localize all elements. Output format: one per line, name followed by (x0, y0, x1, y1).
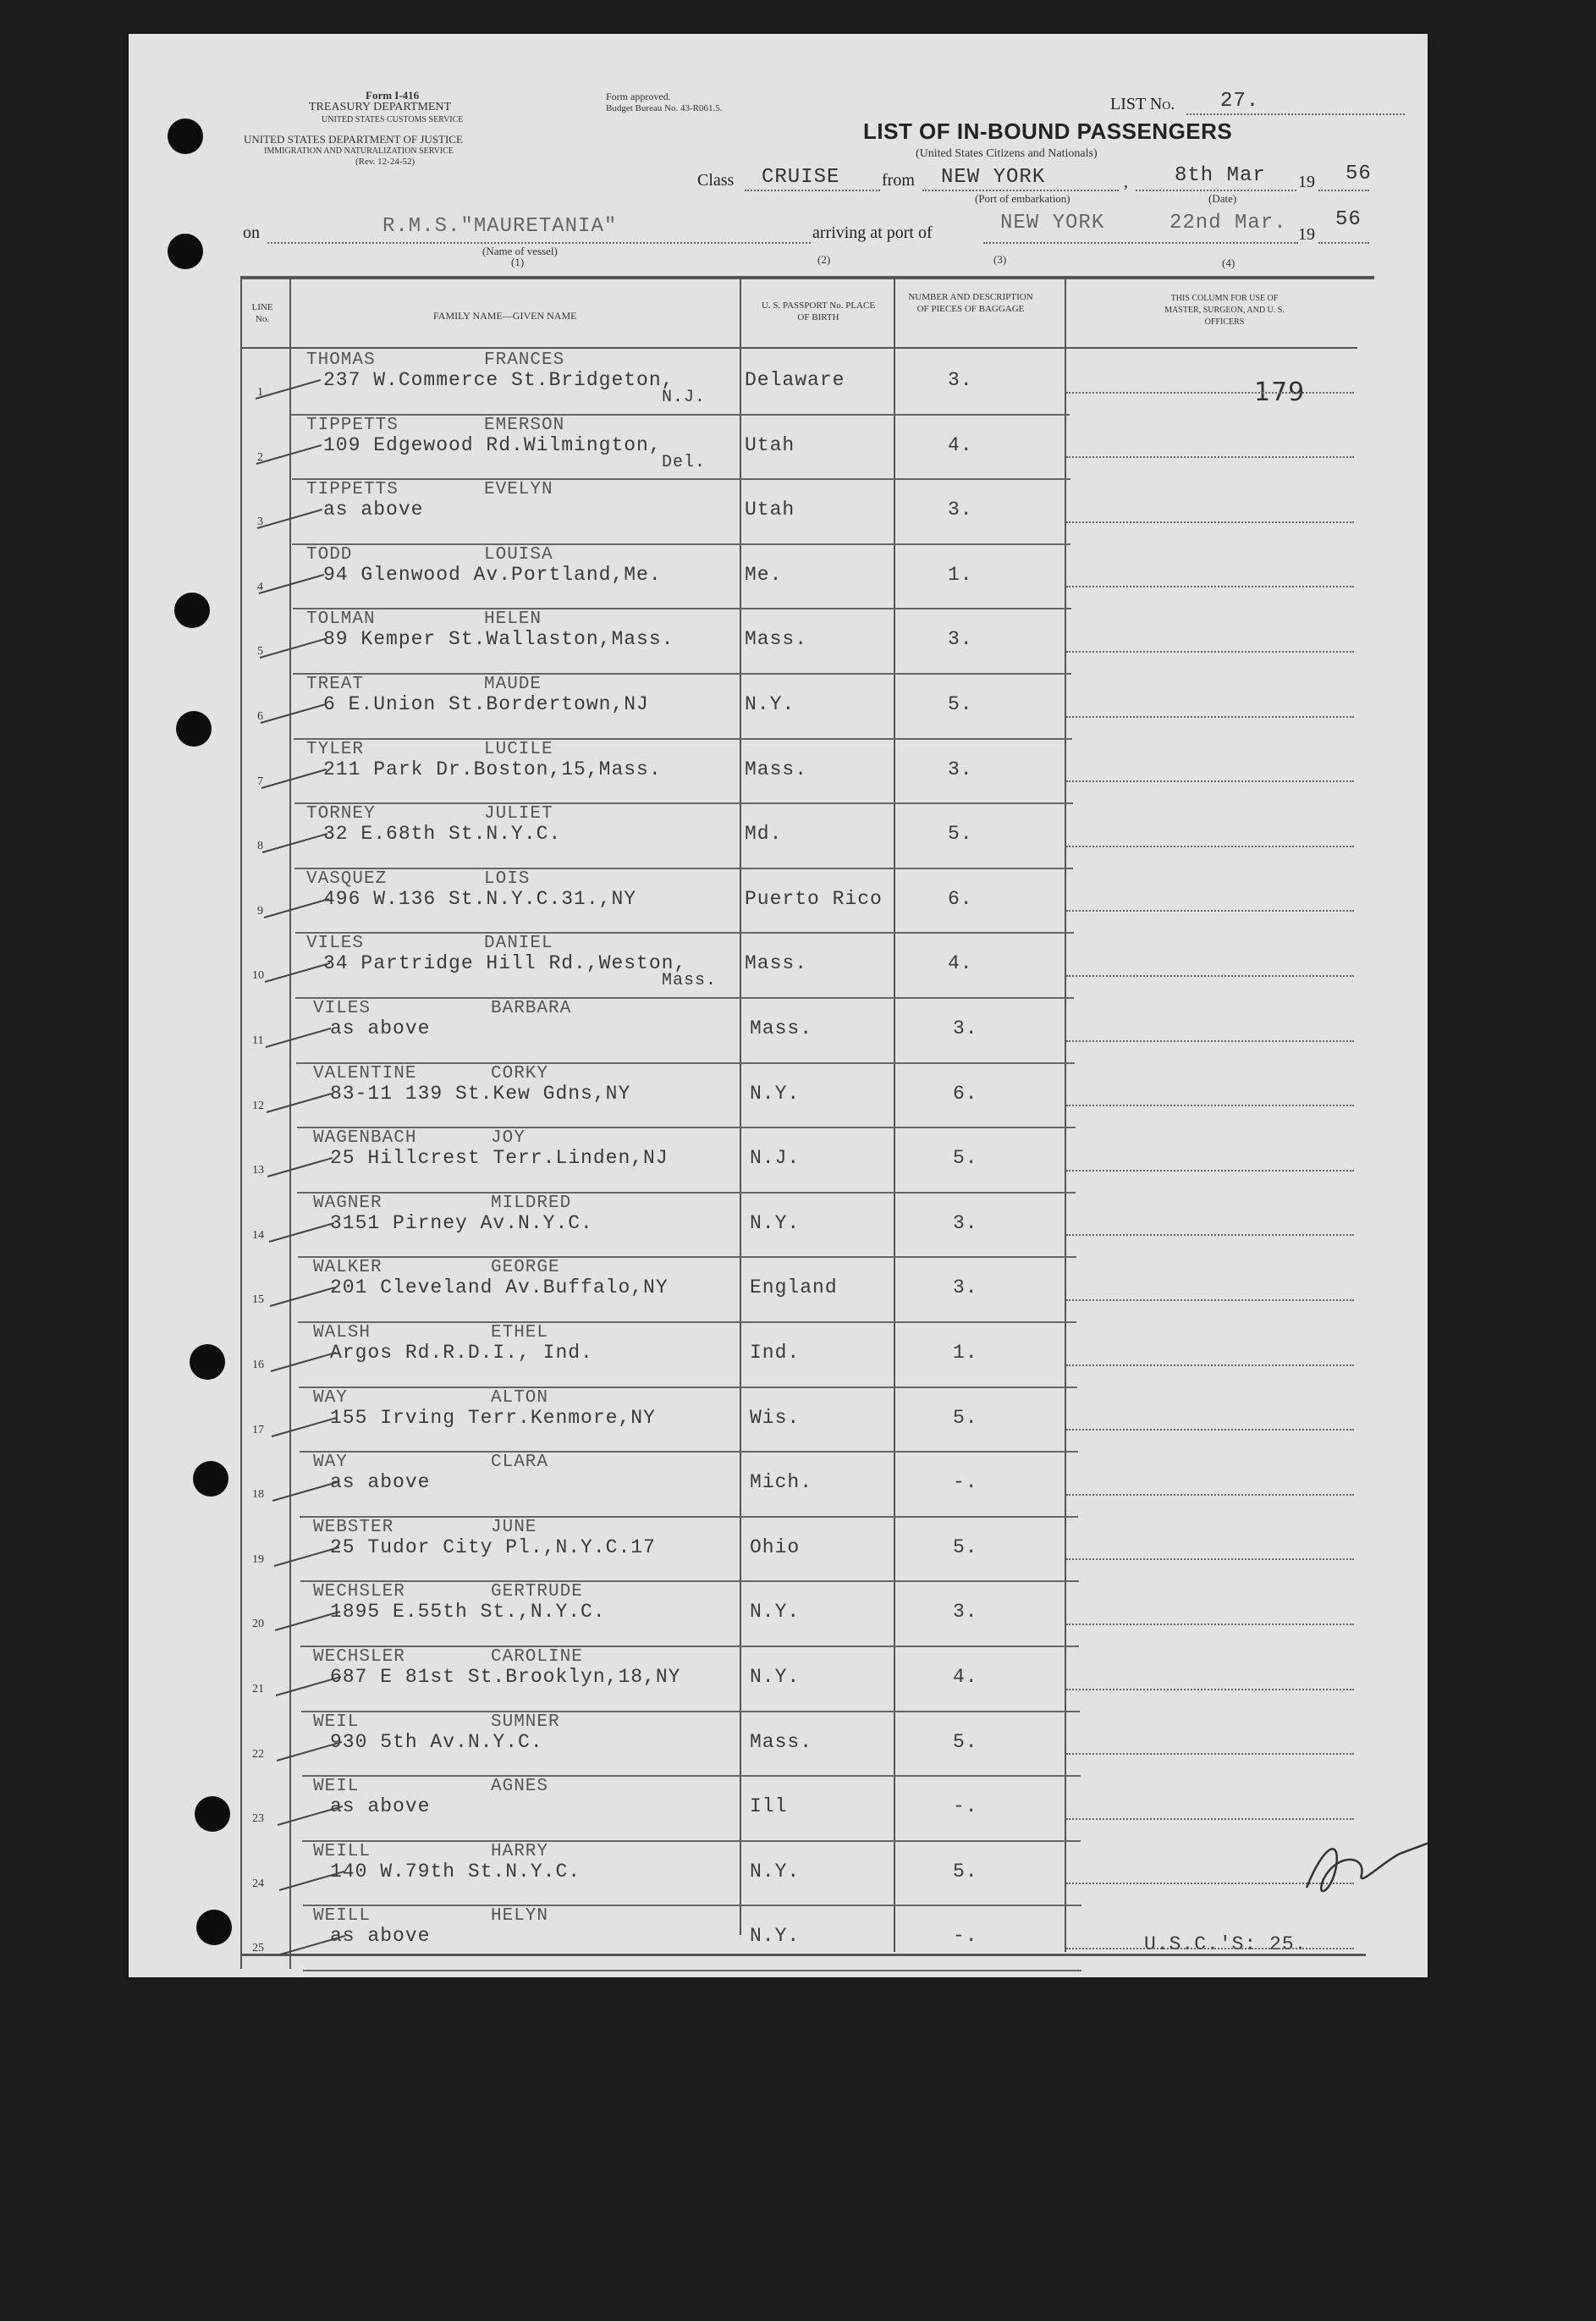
line-number: 4 (257, 580, 263, 593)
check-mark (263, 898, 328, 918)
row-dotted-rule (1066, 1818, 1354, 1820)
col-divider (289, 276, 291, 1969)
place-of-birth: Ill (750, 1795, 788, 1818)
given-name: FRANCES (484, 350, 565, 370)
family-name: WAGENBACH (313, 1128, 417, 1149)
row-dotted-rule (1066, 1364, 1354, 1366)
family-name: VILES (306, 934, 365, 954)
address: 237 W.Commerce St.Bridgeton, (323, 369, 674, 391)
address: as above (330, 1795, 431, 1818)
address: 930 5th Av.N.Y.C. (330, 1730, 543, 1753)
line-number: 10 (252, 969, 264, 983)
place-of-birth: Mass. (750, 1017, 813, 1039)
given-name: LOIS (484, 868, 531, 889)
place-of-birth: N.Y. (750, 1082, 801, 1105)
date-caption: (Date) (1208, 192, 1237, 205)
col-header-name: FAMILY NAME—GIVEN NAME (433, 310, 577, 322)
address: 34 Partridge Hill Rd.,Weston, (323, 952, 687, 975)
place-of-birth: Ohio (750, 1535, 801, 1558)
arrival-date: 22nd Mar. (1169, 212, 1287, 234)
line-number: 1 (257, 386, 263, 399)
place-of-birth: Utah (745, 499, 795, 521)
family-name: TIPPETTS (306, 480, 399, 500)
ins-service: IMMIGRATION AND NATURALIZATION SERVICE (264, 146, 454, 156)
address: as above (330, 1925, 431, 1948)
given-name: AGNES (491, 1777, 549, 1797)
given-name: EMERSON (484, 415, 565, 435)
row-dotted-rule (1066, 910, 1354, 912)
baggage-count: 5. (953, 1535, 978, 1558)
header-bottom-rule (240, 347, 1357, 349)
place-of-birth: N.J. (750, 1147, 801, 1170)
embark-port: NEW YORK (941, 166, 1046, 189)
row-rule (300, 1646, 1079, 1647)
place-of-birth: England (750, 1276, 838, 1299)
row-rule (298, 1321, 1076, 1323)
baggage-count: 3. (948, 499, 973, 521)
check-mark (271, 1352, 336, 1372)
caption-4: (4) (1222, 256, 1236, 269)
arriving-label: arriving at port of (812, 223, 933, 242)
list-no-label: LIST No. (1110, 95, 1175, 113)
given-name: HELYN (491, 1906, 549, 1927)
customs-service: UNITED STATES CUSTOMS SERVICE (322, 115, 464, 124)
given-name: LUCILE (484, 739, 553, 759)
col-divider (240, 276, 242, 1969)
address-cont: Mass. (662, 971, 718, 991)
check-mark (261, 703, 326, 724)
page-title: LIST OF IN-BOUND PASSENGERS (863, 119, 1233, 144)
given-name: ALTON (491, 1387, 549, 1408)
place-of-birth: Mich. (750, 1471, 813, 1494)
given-name: JULIET (484, 804, 553, 824)
punch-hole (176, 711, 212, 747)
officer-note: 179 (1254, 378, 1306, 407)
line-number: 24 (252, 1877, 264, 1890)
row-dotted-rule (1066, 780, 1354, 782)
row-rule (292, 478, 1070, 480)
given-name: HELEN (484, 609, 542, 630)
col-header-officers: THIS COLUMN FOR USE OF MASTER, SURGEON, AND U. S. OFFICERS (1164, 294, 1285, 327)
place-of-birth: Utah (745, 433, 795, 456)
address: 211 Park Dr.Boston,15,Mass. (323, 758, 662, 780)
line-number: 2 (257, 450, 263, 464)
family-name: TODD (306, 544, 353, 565)
line-number: 16 (252, 1359, 264, 1371)
baggage-count: 5. (953, 1860, 978, 1883)
vessel-name: R.M.S."MAURETANIA" (382, 215, 618, 238)
given-name: DANIEL (484, 934, 553, 954)
place-of-birth: Wis. (750, 1406, 801, 1429)
form-approved: Form approved. (606, 91, 671, 102)
row-rule (292, 543, 1070, 545)
row-dotted-rule (1066, 651, 1354, 653)
justice-dept: UNITED STATES DEPARTMENT OF JUSTICE (244, 133, 463, 146)
row-rule (298, 1256, 1076, 1258)
address: 140 W.79th St.N.Y.C. (330, 1860, 581, 1883)
given-name: JOY (491, 1128, 526, 1149)
row-dotted-rule (1066, 1948, 1354, 1949)
address: as above (330, 1471, 431, 1494)
row-dotted-rule (1066, 1040, 1354, 1042)
baggage-count: 4. (948, 433, 973, 456)
place-of-birth: N.Y. (745, 693, 795, 715)
punch-hole (196, 1910, 232, 1945)
caption-1: (1) (511, 256, 525, 268)
line-number: 17 (252, 1423, 264, 1436)
address: 109 Edgewood Rd.Wilmington, (323, 433, 662, 456)
check-mark (272, 1481, 338, 1502)
line-number: 13 (252, 1164, 264, 1177)
row-dotted-rule (1066, 1105, 1354, 1106)
row-rule (302, 1840, 1081, 1842)
address: 6 E.Union St.Bordertown,NJ (323, 693, 649, 715)
family-name: WEILL (313, 1841, 371, 1861)
address: 155 Irving Terr.Kenmore,NY (330, 1406, 656, 1429)
class-label: Class (697, 171, 735, 190)
row-rule (297, 1192, 1076, 1194)
row-dotted-rule (1066, 1689, 1354, 1690)
line-number: 25 (252, 1942, 264, 1955)
row-rule (303, 1970, 1081, 1971)
family-name: WECHSLER (313, 1582, 405, 1602)
family-name: WEIL (313, 1777, 360, 1797)
row-dotted-rule (1066, 1558, 1354, 1560)
check-mark (261, 769, 327, 789)
place-of-birth: Puerto Rico (745, 887, 883, 910)
check-mark (258, 574, 323, 594)
check-mark (270, 1287, 335, 1307)
baggage-count: 3. (953, 1017, 978, 1039)
row-rule (295, 997, 1074, 999)
baggage-count: 4. (953, 1666, 978, 1688)
embark-caption: (Port of embarkation) (975, 192, 1070, 205)
row-rule (302, 1775, 1081, 1777)
col-divider (1065, 276, 1066, 1952)
place-of-birth: Mass. (745, 628, 808, 651)
row-dotted-rule (1066, 716, 1354, 718)
embark-date: 8th Mar (1175, 164, 1266, 187)
year-prefix: 19 (1298, 173, 1315, 191)
family-name: TYLER (306, 739, 365, 759)
row-rule (294, 738, 1072, 740)
address-cont: Del. (662, 452, 707, 472)
baggage-count: 3. (953, 1601, 978, 1624)
caption-3: (3) (993, 253, 1007, 266)
address: 496 W.136 St.N.Y.C.31.,NY (323, 887, 637, 910)
family-name: WAY (313, 1453, 348, 1473)
line-number: 7 (257, 775, 263, 788)
check-mark (256, 379, 321, 400)
row-dotted-rule (1066, 1234, 1354, 1236)
baggage-count: 5. (953, 1406, 978, 1429)
place-of-birth: Ind. (750, 1342, 801, 1364)
given-name: GEORGE (491, 1258, 560, 1278)
row-dotted-rule (1066, 1753, 1354, 1755)
line-number: 6 (257, 710, 263, 723)
baggage-count: 4. (948, 952, 973, 975)
vessel-caption: (Name of vessel) (482, 245, 558, 257)
list-no-value: 27. (1220, 90, 1260, 113)
family-name: WEILL (313, 1906, 371, 1927)
baggage-count: 3. (953, 1276, 978, 1299)
row-rule (300, 1580, 1079, 1582)
place-of-birth: N.Y. (750, 1860, 801, 1883)
baggage-count: 5. (948, 823, 973, 846)
line-number: 19 (252, 1552, 264, 1566)
row-rule (291, 414, 1070, 416)
place-of-birth: Md. (745, 823, 783, 846)
row-rule (294, 868, 1073, 869)
check-mark (272, 1417, 337, 1437)
place-of-birth: N.Y. (750, 1211, 801, 1234)
address: 25 Hillcrest Terr.Linden,NJ (330, 1147, 669, 1170)
given-name: EVELYN (484, 480, 553, 500)
baggage-count: 3. (953, 1211, 978, 1234)
family-name: WAY (313, 1387, 348, 1408)
row-rule (301, 1711, 1080, 1712)
caption-2: (2) (817, 253, 831, 266)
family-name: WAGNER (313, 1193, 382, 1213)
place-of-birth: Mass. (745, 952, 808, 975)
line-number: 23 (252, 1812, 264, 1826)
given-name: HARRY (491, 1841, 549, 1861)
row-rule (294, 802, 1073, 804)
embark-year: 56 (1346, 163, 1372, 185)
family-name: WEBSTER (313, 1517, 394, 1537)
given-name: SUMNER (491, 1712, 560, 1732)
line-number: 8 (257, 840, 263, 853)
baggage-count: 3. (948, 758, 973, 780)
given-name: CAROLINE (491, 1647, 583, 1667)
place-of-birth: Mass. (750, 1730, 813, 1753)
row-dotted-rule (1066, 392, 1354, 394)
address: 25 Tudor City Pl.,N.Y.C.17 (330, 1535, 656, 1558)
given-name: MILDRED (491, 1193, 572, 1213)
address: 94 Glenwood Av.Portland,Me. (323, 563, 662, 586)
address: as above (323, 499, 424, 521)
family-name: TIPPETTS (306, 415, 399, 435)
on-label: on (243, 223, 260, 242)
row-dotted-rule (1066, 1170, 1354, 1172)
check-mark (268, 1222, 333, 1243)
family-name: WECHSLER (313, 1647, 405, 1667)
line-number: 21 (252, 1683, 264, 1695)
check-mark (266, 1028, 331, 1048)
arrival-port: NEW YORK (1000, 212, 1105, 234)
punch-hole (193, 1461, 228, 1497)
punch-hole (174, 593, 210, 628)
col-header-baggage: NUMBER AND DESCRIPTION OF PIECES OF BAGGAGE (908, 292, 1033, 314)
row-dotted-rule (1066, 586, 1354, 587)
row-rule (303, 1905, 1081, 1906)
baggage-count: 5. (953, 1730, 978, 1753)
arrival-year: 56 (1335, 208, 1362, 231)
row-rule (293, 673, 1071, 675)
family-name: VILES (313, 999, 371, 1018)
place-of-birth: Mass. (745, 758, 808, 780)
given-name: BARBARA (491, 999, 572, 1018)
revision: (Rev. 12-24-52) (355, 157, 416, 167)
baggage-count: 3. (948, 369, 973, 391)
check-mark (267, 1157, 333, 1177)
family-name: WEIL (313, 1712, 360, 1732)
from-label: from (882, 171, 915, 190)
address: 89 Kemper St.Wallaston,Mass. (323, 628, 674, 651)
family-name: TOLMAN (306, 609, 376, 630)
family-name: TREAT (306, 675, 365, 694)
family-name: VASQUEZ (306, 868, 388, 889)
col-header-line: LINE No. (251, 302, 273, 324)
line-number: 18 (252, 1488, 264, 1502)
given-name: CORKY (491, 1063, 549, 1083)
address: 83-11 139 St.Kew Gdns,NY (330, 1082, 631, 1105)
family-name: WALKER (313, 1258, 382, 1278)
row-dotted-rule (1066, 846, 1354, 847)
check-mark (265, 962, 330, 983)
punch-hole (195, 1796, 230, 1832)
address: 201 Cleveland Av.Buffalo,NY (330, 1276, 669, 1299)
row-rule (300, 1451, 1078, 1453)
baggage-count: 1. (948, 563, 973, 586)
family-name: VALENTINE (313, 1063, 417, 1083)
check-mark (267, 1093, 332, 1113)
manifest-page: Form I-416 TREASURY DEPARTMENT UNITED STATES CUSTOMS SERVICE UNITED STATES DEPARTMENT OF JUSTICE IMMIGRATION AND NATURALIZATION SERVICE (Rev. 12-24-52) Form approved. Budget Bureau No. 43-R061.5. LIST OF IN-BOUND PASSENGERS (United States Citizens and Nationals) LIST No. 27. Class CRUISE from NEW YORK (Port of embarkation) , 8th Mar (Date) 19 56 on R.M.S."MAURETANIA" (Name of vessel) (1) arriving at port of (2) NEW YORK (3) 22nd Mar. (4) 19 56 LINE No. FAMILY NAME—GIVEN NAME U. S. PASSPORT No. PLACE OF BIRTH NUMBER AND DESCRIPTION OF PIECES OF BAGGAGE THIS COLUMN FOR USE OF MASTER, SURGEON, AND U. S. OFFICERS 1 THOMAS FRANCES 237 W.Commerce St.Bridgeton, N.J. Delaware 3. 179 2 TIPPETTS EMERSON 109 Edgewood Rd.Wilmington, Del. Utah 4. 3 TIPPETTS EVELYN as above Utah 3. 4 TODD LOUISA 94 Glenwood Av.Portland,Me. Me. 1. 5 TOLMAN HELEN 89 Kemper St.Wallaston,Mass. Mass. 3. 6 TREAT MAUDE 6 E.Union St.Bordertown,NJ N.Y. 5. 7 TYLER LUCILE 211 Park Dr.Boston,15,Mass. Mass. 3. 8 TORNEY JULIET 32 E.68th St.N.Y.C. Md. 5. 9 VASQUEZ LOIS 496 W.136 St.N.Y.C.31.,NY Puerto Rico 6. 10 VILES DANIEL 34 Partridge Hill Rd.,Weston, Mass. Mass. 4. 11 VILES BARBARA as above Mass. 3. 12 VALENTINE CORKY 83-11 139 St.Kew Gdns,NY N.Y. 6. 13 WAGENBACH JOY 25 Hillcrest Terr.Linden,NJ N.J. 5. 14 WAGNER MILDRED 3151 Pirney Av.N.Y.C. N.Y. 3. 15 WALKER GEORGE 201 Cleveland Av.Buffalo,NY England 3. 16 WALSH ETHEL Argos Rd.R.D.I., Ind. Ind. 1. 17 WAY ALTON 155 Irving Terr.Kenmore,NY Wis. 5. 18 WAY CLARA as above Mich. -. 19 WEBSTER JUNE 25 Tudor City Pl.,N.Y.C.17 Ohio 5. 20 WECHSLER GERTRUDE 1895 E.55th St.,N.Y.C. N.Y. 3. 21 WECHSLER CAROLINE 687 E 81st St.Brooklyn,18,NY N.Y. 4. 22 WEIL SUMNER 930 5th Av.N.Y.C. Mass. 5. 23 WEIL AGNES as above Ill -. 24 WEILL HARRY 140 W.79th St.N.Y.C. N.Y. 5. 25 WEILL HELYN as above N.Y. -. U.S.C.'S: 25. (129, 34, 1428, 1977)
place-of-birth: N.Y. (750, 1666, 801, 1688)
family-name: THOMAS (306, 350, 376, 370)
col-header-passport: U. S. PASSPORT No. PLACE OF BIRTH (761, 300, 876, 323)
baggage-count: -. (953, 1795, 978, 1818)
line-number: 22 (252, 1747, 264, 1761)
given-name: GERTRUDE (491, 1582, 583, 1602)
row-dotted-rule (1066, 456, 1354, 458)
row-rule (295, 932, 1074, 934)
address: as above (330, 1017, 431, 1039)
address-cont: N.J. (662, 388, 707, 407)
given-name: JUNE (491, 1517, 537, 1537)
baggage-count: 6. (948, 887, 973, 910)
given-name: MAUDE (484, 675, 542, 694)
line-number: 14 (252, 1228, 264, 1242)
address: 32 E.68th St.N.Y.C. (323, 823, 562, 846)
page-subtitle: (United States Citizens and Nationals) (916, 147, 1098, 160)
baggage-count: -. (953, 1925, 978, 1948)
col-divider (740, 276, 741, 1935)
row-dotted-rule (1066, 1494, 1354, 1496)
punch-hole (190, 1344, 225, 1380)
family-name: WALSH (313, 1323, 371, 1342)
place-of-birth: N.Y. (750, 1601, 801, 1624)
row-dotted-rule (1066, 521, 1354, 523)
baggage-count: 5. (953, 1147, 978, 1170)
line-number: 15 (252, 1293, 264, 1307)
line-number: 12 (252, 1099, 264, 1112)
baggage-count: 5. (948, 693, 973, 715)
officer-signature (1290, 1828, 1428, 1905)
address: Argos Rd.R.D.I., Ind. (330, 1342, 593, 1364)
budget-bureau: Budget Bureau No. 43-R061.5. (606, 103, 723, 113)
row-dotted-rule (1066, 1299, 1354, 1301)
address: 687 E 81st St.Brooklyn,18,NY (330, 1666, 681, 1688)
given-name: ETHEL (491, 1323, 549, 1342)
row-rule (300, 1516, 1078, 1518)
address: 3151 Pirney Av.N.Y.C. (330, 1211, 593, 1234)
treasury-dept: TREASURY DEPARTMENT (309, 101, 452, 113)
line-number: 9 (257, 904, 263, 918)
given-name: CLARA (491, 1453, 549, 1473)
place-of-birth: Me. (745, 563, 783, 586)
baggage-count: 1. (953, 1342, 978, 1364)
row-dotted-rule (1066, 1429, 1354, 1431)
check-mark (262, 833, 327, 853)
line-number: 5 (257, 645, 263, 659)
place-of-birth: N.Y. (750, 1925, 801, 1948)
row-rule (299, 1387, 1077, 1388)
form-number: Form I-416 (366, 89, 420, 102)
col-divider (894, 276, 895, 1952)
baggage-count: -. (953, 1471, 978, 1494)
line-number: 11 (252, 1034, 264, 1047)
line-number: 20 (252, 1618, 264, 1631)
address: 1895 E.55th St.,N.Y.C. (330, 1601, 606, 1624)
row-dotted-rule (1066, 1624, 1354, 1625)
punch-hole (168, 119, 203, 154)
line-number: 3 (257, 515, 263, 529)
officer-note: U.S.C.'S: 25. (1144, 1933, 1307, 1956)
punch-hole (168, 234, 203, 269)
place-of-birth: Delaware (745, 369, 845, 391)
family-name: TORNEY (306, 804, 376, 824)
class-value: CRUISE (762, 166, 840, 189)
table-top-rule (240, 276, 1374, 279)
baggage-count: 6. (953, 1082, 978, 1105)
year-prefix-2: 19 (1298, 225, 1315, 244)
given-name: LOUISA (484, 544, 553, 565)
baggage-count: 3. (948, 628, 973, 651)
check-mark (260, 638, 325, 659)
row-rule (293, 608, 1071, 609)
row-dotted-rule (1066, 975, 1354, 977)
